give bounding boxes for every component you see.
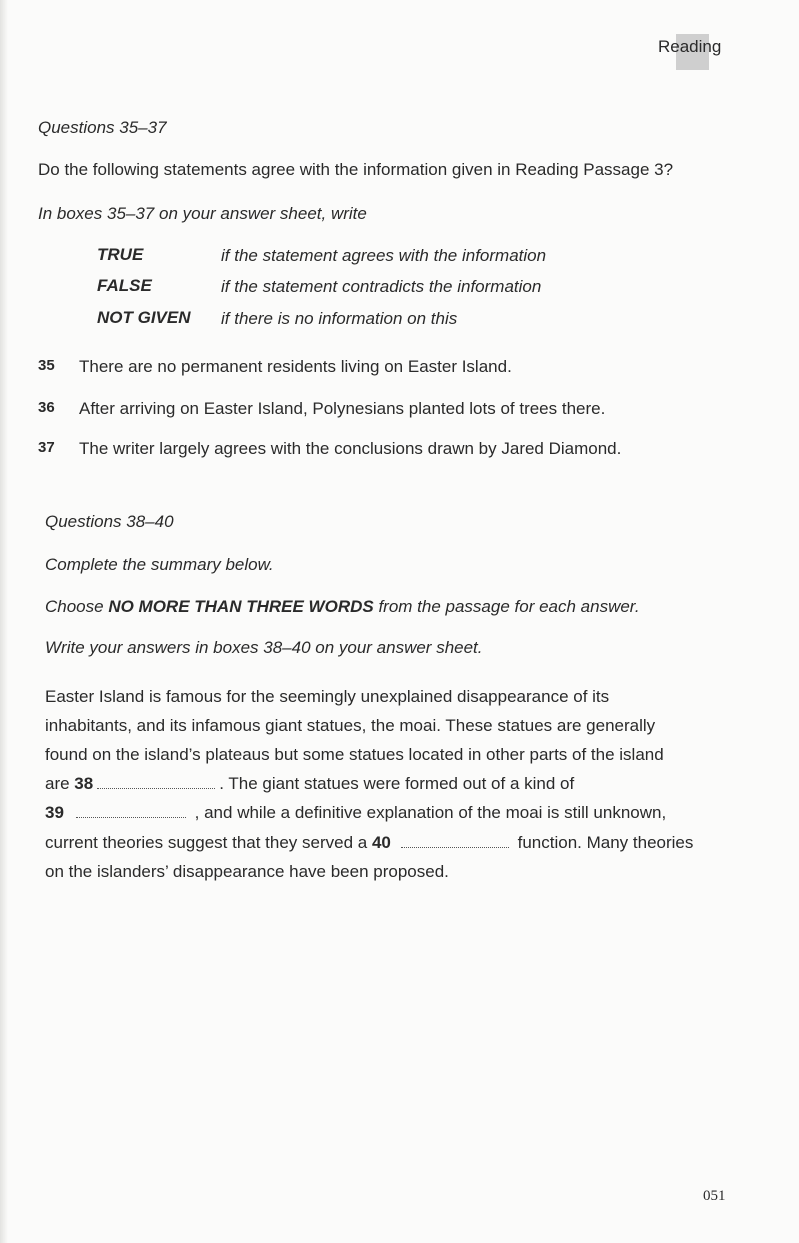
key-definition-true: if the statement agrees with the information bbox=[221, 246, 547, 265]
instruction-answer-boxes: Write your answers in boxes 38–40 on your answer sheet. bbox=[45, 638, 483, 657]
text: current theories suggest that they served a bbox=[45, 833, 372, 852]
summary-line: Easter Island is famous for the seemingly unexplained disappearance of its bbox=[45, 687, 610, 706]
questions-35-37-heading: Questions 35–37 bbox=[38, 118, 167, 137]
key-definition-false: if the statement contradicts the information bbox=[221, 277, 542, 296]
key-term-false: FALSE bbox=[97, 276, 152, 295]
section-header: Reading bbox=[658, 37, 722, 56]
sub-instruction: In boxes 35–37 on your answer sheet, write bbox=[38, 204, 367, 223]
gap-39-blank[interactable] bbox=[76, 805, 186, 818]
instruction: Do the following statements agree with the information given in Reading Passage 3? bbox=[38, 160, 674, 179]
page-edge-shadow bbox=[0, 0, 8, 1243]
question-text: The writer largely agrees with the conclusions drawn by Jared Diamond. bbox=[79, 439, 622, 458]
word-limit: NO MORE THAN THREE WORDS bbox=[108, 597, 374, 616]
text: . The giant statues were formed out of a kind of bbox=[219, 774, 575, 793]
summary-line: inhabitants, and its infamous giant statues, the moai. These statues are generally bbox=[45, 716, 656, 735]
gap-number-38: 38 bbox=[74, 774, 94, 793]
text: from the passage for each answer. bbox=[373, 597, 640, 616]
summary-line bbox=[45, 833, 693, 853]
summary-line: found on the island’s plateaus but some statues located in other parts of the island bbox=[45, 745, 664, 764]
key-term-not-given: NOT GIVEN bbox=[97, 308, 191, 327]
question-text: After arriving on Easter Island, Polynesians planted lots of trees there. bbox=[79, 399, 606, 418]
key-term-true: TRUE bbox=[97, 245, 144, 264]
summary-line: on the islanders’ disappearance have been proposed. bbox=[45, 862, 449, 881]
instruction-word-limit bbox=[45, 597, 640, 617]
text: Choose bbox=[45, 597, 109, 616]
question-text: There are no permanent residents living on Easter Island. bbox=[79, 357, 512, 376]
gap-number-40: 40 bbox=[371, 833, 391, 852]
summary-line bbox=[45, 803, 666, 823]
question-number: 35 bbox=[38, 357, 55, 374]
gap-number-39: 39 bbox=[45, 803, 64, 822]
text: , and while a definitive explanation of the moai is still unknown, bbox=[194, 803, 667, 822]
question-number: 36 bbox=[38, 399, 55, 416]
instruction-complete: Complete the summary below. bbox=[45, 555, 274, 574]
question-number: 37 bbox=[38, 439, 55, 456]
gap-40-blank[interactable] bbox=[401, 835, 509, 848]
summary-line bbox=[45, 774, 574, 794]
gap-38-blank[interactable] bbox=[97, 776, 215, 789]
key-definition-not-given: if there is no information on this bbox=[221, 309, 458, 328]
text: are bbox=[45, 774, 75, 793]
text: function. Many theories bbox=[517, 833, 694, 852]
questions-38-40-heading: Questions 38–40 bbox=[45, 512, 174, 531]
page-number: 051 bbox=[703, 1188, 726, 1204]
